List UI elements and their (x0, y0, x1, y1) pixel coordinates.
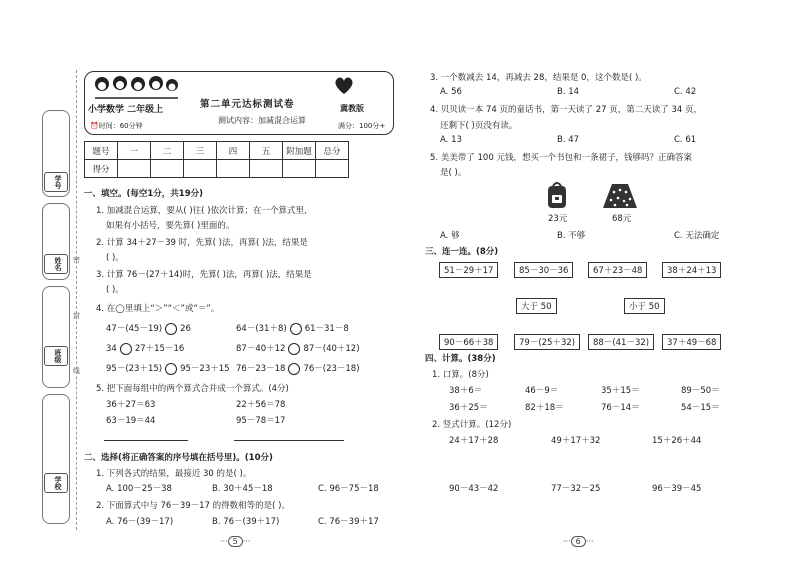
label-class: 班级 (44, 346, 68, 366)
oral-problem[interactable]: 46－9＝ (525, 386, 559, 396)
option[interactable]: C. 61 (674, 135, 697, 145)
score-input-cell[interactable] (283, 160, 316, 178)
option[interactable]: C. 76－39＋17 (318, 517, 379, 527)
skirt-icon (602, 182, 638, 210)
bag-price: 23元 (548, 214, 568, 224)
match-box-top[interactable]: 85－30－36 (514, 262, 573, 278)
vertical-problem[interactable]: 90－43－42 (449, 484, 499, 494)
q2-5-line2: 是( )。 (440, 168, 467, 178)
oral-problem[interactable]: 82＋18＝ (525, 403, 564, 413)
table-cell: 题号 (85, 142, 118, 160)
q2-2: 2. 下面算式中与 76－39－17 的得数相等的是( )。 (96, 501, 290, 511)
equation: 63－19＝44 (106, 416, 156, 426)
oral-problem[interactable]: 38＋6＝ (449, 386, 483, 396)
page-number-right: ··· 6 ··· (563, 537, 594, 546)
section2-title: 二、选择(将正确答案的序号填在括号里)。(10分) (84, 453, 273, 463)
fold-mark-line: 线 (73, 367, 80, 375)
oral-problem[interactable]: 36＋25＝ (449, 403, 488, 413)
score-input-cell[interactable] (316, 160, 349, 178)
q4-1: 1. 口算。(8分) (432, 370, 489, 380)
q1-2: 2. 计算 34＋27－39 时，先算( )法，再算( )法，结果是 (96, 238, 308, 248)
schoolbag-icon (545, 180, 569, 210)
match-target-less[interactable]: 小于 50 (624, 298, 665, 314)
match-box-bottom[interactable]: 37＋49－68 (662, 334, 721, 350)
option[interactable]: A. 56 (440, 87, 462, 97)
equation: 95－78＝17 (236, 416, 286, 426)
q1-2-end: ( )。 (106, 253, 124, 263)
option[interactable]: A. 76－(39－17) (106, 517, 174, 527)
compare-circle[interactable] (288, 363, 300, 375)
section4-title: 四、计算。(38分) (425, 354, 496, 364)
compare-item: 64－(31＋8) 61－31－8 (236, 324, 349, 334)
option[interactable]: B. 14 (557, 87, 580, 97)
vertical-problem[interactable]: 24＋17＋28 (449, 436, 499, 446)
clock-icon: ⏰ (90, 122, 99, 130)
section1-title: 一、填空。(每空1分，共19分) (84, 189, 204, 199)
equation: 22＋56＝78 (236, 400, 286, 410)
option[interactable]: C. 42 (674, 87, 697, 97)
match-box-top[interactable]: 38＋24＋13 (662, 262, 721, 278)
table-cell: 得分 (85, 160, 118, 178)
compare-item: 87－40＋12 87－(40＋12) (236, 344, 360, 354)
subject-label: 小学数学 二年级上 (88, 105, 164, 115)
oral-problem[interactable]: 76－14＝ (601, 403, 640, 413)
oral-problem[interactable]: 35＋15＝ (601, 386, 640, 396)
skirt-price: 68元 (612, 214, 632, 224)
compare-circle[interactable] (290, 323, 302, 335)
answer-line[interactable] (104, 440, 188, 441)
compare-item: 34 27＋15－16 (106, 344, 185, 354)
q1-5: 5. 把下面每组中的两个算式合并成一个算式。(4分) (96, 384, 289, 394)
vertical-problem[interactable]: 15＋26＋44 (652, 436, 702, 446)
oral-problem[interactable]: 54－15＝ (681, 403, 720, 413)
option[interactable]: B. 30＋45－18 (212, 484, 273, 494)
q2-5-line1: 5. 美美带了 100 元钱，想买一个书包和一条裙子，钱够吗？正确答案 (430, 153, 692, 163)
time-label: ⏰时间：60分钟 (90, 122, 143, 130)
q2-4-line2: 还剩下( )页没有读。 (440, 121, 518, 131)
heart-icon (333, 76, 355, 96)
table-cell: 二 (151, 142, 184, 160)
score-input-cell[interactable] (151, 160, 184, 178)
table-row (85, 142, 349, 160)
compare-item: 95－(23＋15) 95－23＋15 (106, 364, 230, 374)
option[interactable]: C. 96－75－18 (318, 484, 379, 494)
match-box-bottom[interactable]: 88－(41－32) (588, 334, 654, 350)
school-box (42, 394, 70, 524)
q1-4: 4. 在◯里填上“＞”“＜”或“＝”。 (96, 304, 220, 314)
score-table (84, 141, 349, 178)
table-cell: 三 (184, 142, 217, 160)
score-input-cell[interactable] (217, 160, 250, 178)
option[interactable]: B. 76－(39＋17) (212, 517, 280, 527)
page-title: 第二单元达标测试卷 (200, 99, 295, 110)
vertical-problem[interactable]: 77－32－25 (551, 484, 601, 494)
q1-3-end: ( )。 (106, 285, 124, 295)
option[interactable]: A. 够 (440, 231, 460, 241)
fold-mark-close: 封 (73, 312, 80, 320)
table-cell: 附加题 (283, 142, 316, 160)
table-cell: 一 (118, 142, 151, 160)
q1-3: 3. 计算 76－(27＋14)时，先算( )法，再算( )法，结果是 (96, 270, 312, 280)
q4-2: 2. 竖式计算。(12分) (432, 420, 512, 430)
test-content: 测试内容：加减混合运算 (218, 116, 306, 125)
vertical-problem[interactable]: 96－39－45 (652, 484, 702, 494)
option[interactable]: B. 47 (557, 135, 580, 145)
label-name: 姓名 (44, 254, 68, 274)
compare-circle[interactable] (120, 343, 132, 355)
fold-mark-seal: 密 (73, 256, 80, 264)
table-cell: 五 (250, 142, 283, 160)
q1-1-line2: 如果有小括号，要先算( )里面的。 (106, 221, 235, 231)
compare-circle[interactable] (165, 323, 177, 335)
label-student-id: 学号 (44, 172, 68, 192)
page-number-left: ··· 5 ··· (220, 537, 251, 546)
match-box-bottom[interactable]: 79－(25＋32) (514, 334, 580, 350)
compare-item: 76－23－18 76－(23－18) (236, 364, 360, 374)
label-school: 学校 (44, 473, 68, 493)
score-input-cell[interactable] (118, 160, 151, 178)
option[interactable]: C. 无法确定 (674, 231, 720, 241)
cut-line (76, 70, 77, 530)
score-input-cell[interactable] (250, 160, 283, 178)
children-illustration-icon (92, 74, 182, 100)
answer-line[interactable] (234, 440, 344, 441)
q2-4-line1: 4. 贝贝读一本 74 页的童话书，第一天读了 27 页，第二天读了 34 页， (430, 105, 702, 115)
option[interactable]: B. 不够 (557, 231, 586, 241)
section3-title: 三、连一连。(8分) (425, 247, 499, 257)
table-cell: 总分 (316, 142, 349, 160)
full-marks-label: 满分：100分+ (338, 122, 386, 130)
equation: 36＋27＝63 (106, 400, 156, 410)
compare-item: 47－(45－19) 26 (106, 324, 191, 334)
vertical-problem[interactable]: 49＋17＋32 (551, 436, 601, 446)
compare-circle[interactable] (165, 363, 177, 375)
match-box-bottom[interactable]: 90－66＋38 (439, 334, 498, 350)
compare-circle[interactable] (288, 343, 300, 355)
score-input-cell[interactable] (184, 160, 217, 178)
option[interactable]: A. 13 (440, 135, 462, 145)
q1-1-line1: 1. 加减混合运算，要从( )往( )依次计算；在一个算式里， (96, 206, 313, 216)
oral-problem[interactable]: 89－50＝ (681, 386, 720, 396)
match-box-top[interactable]: 51－29＋17 (439, 262, 498, 278)
q2-3: 3. 一个数减去 14，再减去 28，结果是 0，这个数是( )。 (430, 73, 647, 83)
edition-label: 冀教版 (340, 104, 364, 113)
match-box-top[interactable]: 67＋23－48 (588, 262, 647, 278)
match-target-greater[interactable]: 大于 50 (516, 298, 557, 314)
option[interactable]: A. 100－25－38 (106, 484, 172, 494)
table-row (85, 160, 349, 178)
table-cell: 四 (217, 142, 250, 160)
q2-1: 1. 下列各式的结果，最接近 30 的是( )。 (96, 469, 252, 479)
class-box (42, 286, 70, 388)
